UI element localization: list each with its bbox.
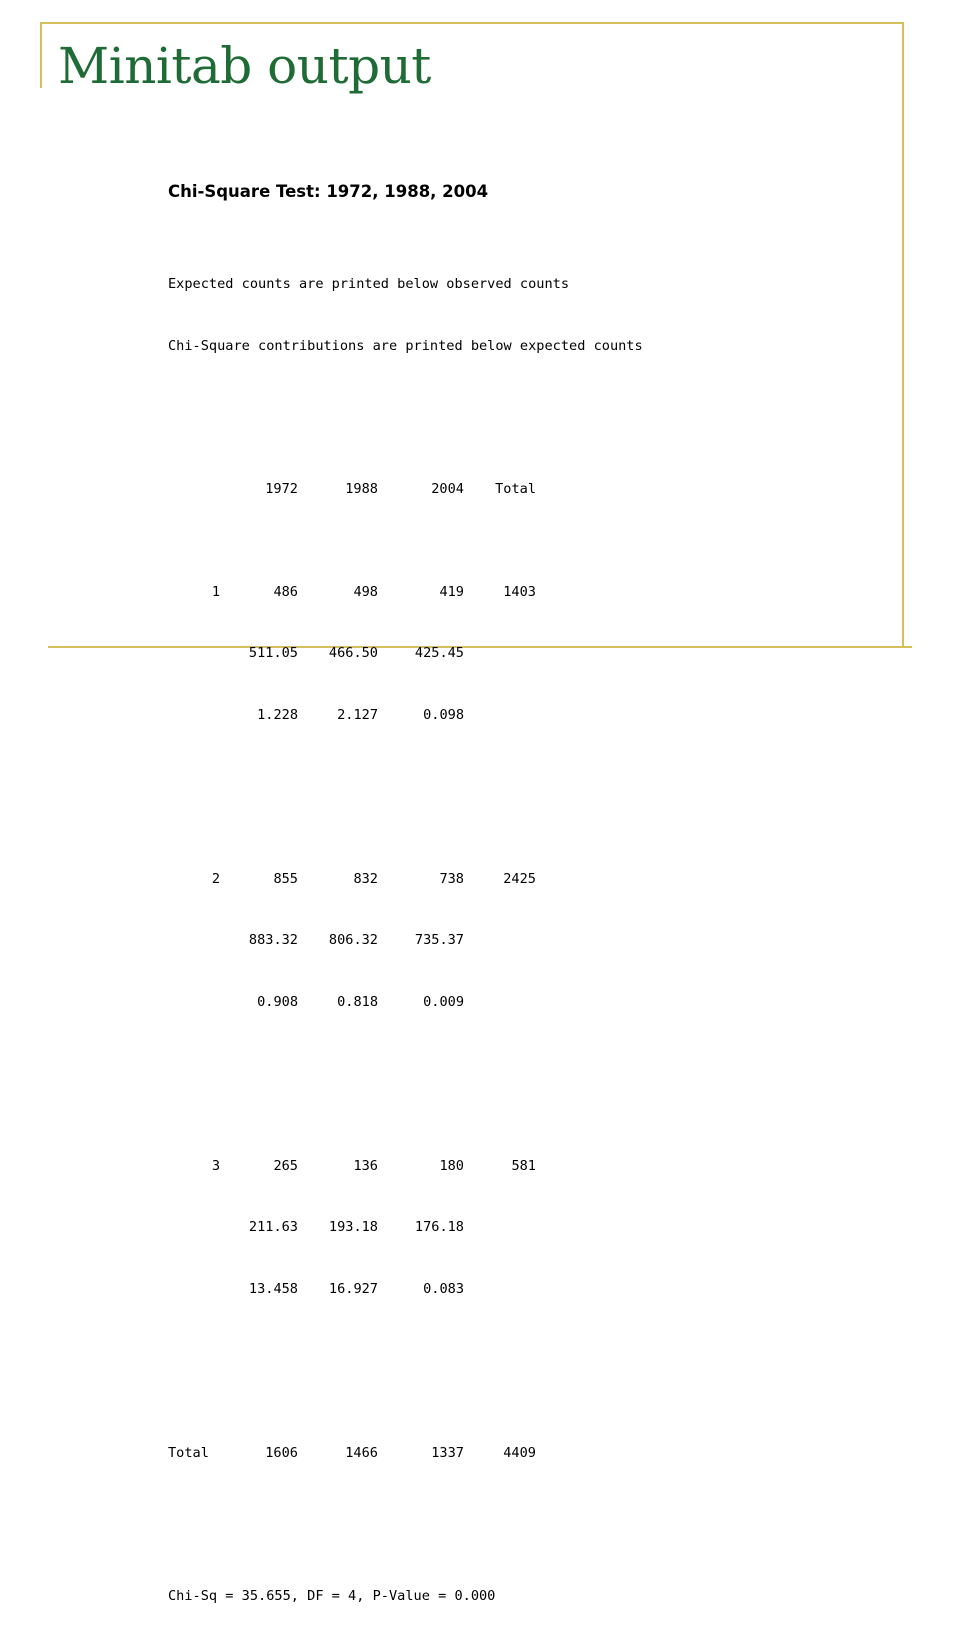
note-expected-counts: Expected counts are printed below observed counts bbox=[168, 276, 570, 292]
column-header-1988: 1988 bbox=[345, 481, 378, 497]
expected-count: 425.45 bbox=[414, 645, 464, 661]
row-total: 581 bbox=[511, 1157, 536, 1174]
totals-row bbox=[168, 1443, 788, 1464]
chi-contribution: 13.458 bbox=[248, 1280, 298, 1297]
observed-row bbox=[168, 869, 788, 890]
frame-left-rule bbox=[40, 22, 42, 88]
expected-count: 806.32 bbox=[328, 932, 378, 948]
observed-count: 832 bbox=[353, 870, 378, 887]
contribution-row bbox=[168, 705, 788, 726]
chi-contribution: 0.083 bbox=[423, 1280, 464, 1297]
spacer bbox=[168, 766, 788, 787]
chi-contribution: 0.098 bbox=[423, 706, 464, 723]
column-total: 1606 bbox=[265, 1444, 298, 1461]
expected-row bbox=[168, 643, 788, 664]
observed-row bbox=[168, 582, 788, 603]
contribution-row bbox=[168, 992, 788, 1013]
chi-contribution: 0.818 bbox=[337, 993, 378, 1010]
spacer bbox=[168, 397, 788, 418]
observed-row bbox=[168, 1156, 788, 1177]
row-label: 2 bbox=[211, 870, 220, 887]
column-header-2004: 2004 bbox=[431, 481, 464, 497]
expected-row bbox=[168, 1217, 788, 1238]
note-chi-contributions: Chi-Square contributions are printed below expected counts bbox=[168, 337, 643, 354]
column-header-total: Total bbox=[495, 481, 536, 497]
expected-row bbox=[168, 930, 788, 951]
expected-count: 211.63 bbox=[248, 1219, 298, 1235]
frame-top-rule bbox=[40, 22, 904, 24]
chi-contribution: 0.908 bbox=[257, 993, 298, 1010]
expected-count: 176.18 bbox=[414, 1219, 464, 1235]
column-total: 1337 bbox=[431, 1444, 464, 1461]
expected-count: 466.50 bbox=[328, 645, 378, 661]
observed-count: 180 bbox=[439, 1157, 464, 1174]
chi-contribution: 1.228 bbox=[257, 706, 298, 723]
grand-total: 4409 bbox=[503, 1444, 536, 1461]
test-heading: Chi-Square Test: 1972, 1988, 2004 bbox=[168, 182, 489, 201]
row-label: 1 bbox=[211, 583, 220, 600]
expected-count: 883.32 bbox=[248, 932, 298, 948]
slide-title: Minitab output bbox=[58, 37, 431, 95]
expected-count: 193.18 bbox=[328, 1219, 378, 1235]
observed-count: 136 bbox=[353, 1157, 378, 1174]
chi-square-summary: Chi-Sq = 35.655, DF = 4, P-Value = 0.000 bbox=[168, 1588, 496, 1604]
row-label: 3 bbox=[211, 1157, 220, 1174]
observed-count: 265 bbox=[273, 1157, 298, 1174]
spacer bbox=[168, 1504, 788, 1525]
expected-count: 511.05 bbox=[248, 645, 298, 661]
minitab-output bbox=[168, 180, 788, 1648]
spacer bbox=[168, 1053, 788, 1074]
observed-count: 486 bbox=[273, 583, 298, 600]
header-row bbox=[168, 479, 788, 500]
spacer bbox=[168, 1340, 788, 1361]
observed-count: 498 bbox=[353, 583, 378, 600]
column-total: 1466 bbox=[345, 1444, 378, 1461]
row-total: 2425 bbox=[503, 870, 536, 887]
observed-count: 738 bbox=[439, 870, 464, 887]
observed-count: 855 bbox=[273, 870, 298, 887]
chi-contribution: 2.127 bbox=[337, 706, 378, 723]
expected-count: 735.37 bbox=[414, 932, 464, 948]
column-header-1972: 1972 bbox=[265, 481, 298, 497]
totals-label: Total bbox=[168, 1444, 209, 1461]
observed-count: 419 bbox=[439, 583, 464, 600]
row-total: 1403 bbox=[503, 583, 536, 600]
chi-contribution: 16.927 bbox=[328, 1280, 378, 1297]
contribution-row bbox=[168, 1279, 788, 1300]
frame-right-rule bbox=[902, 22, 904, 648]
chi-contribution: 0.009 bbox=[423, 993, 464, 1010]
